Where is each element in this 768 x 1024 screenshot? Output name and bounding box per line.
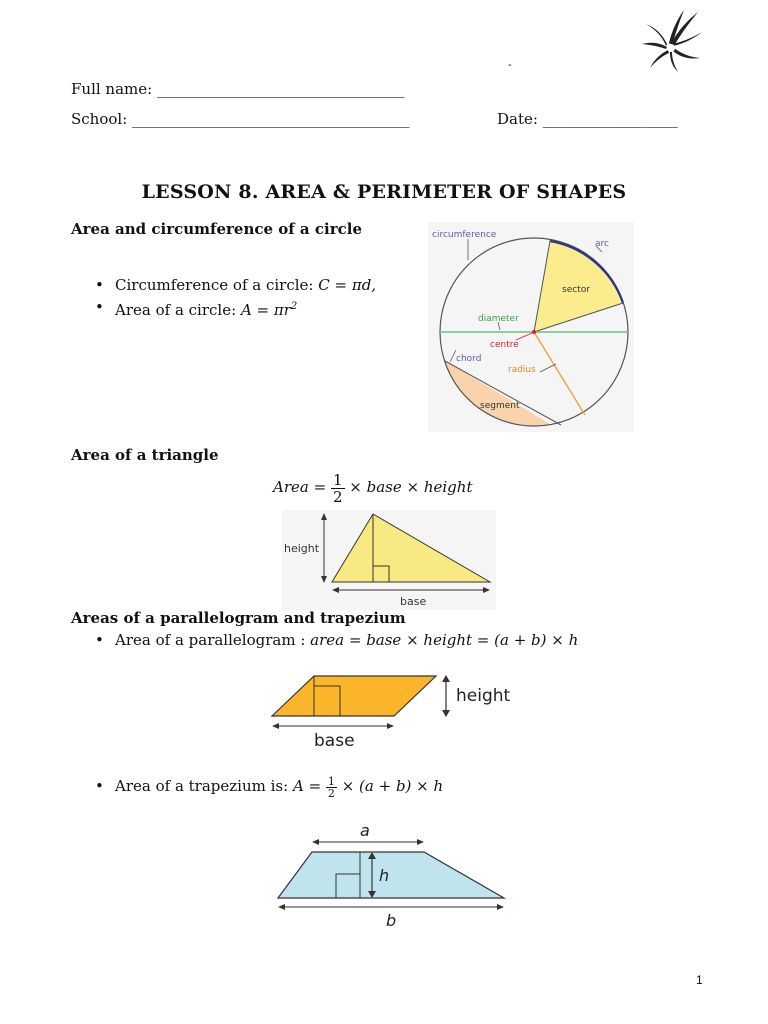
arc-label: arc (595, 239, 609, 249)
circle-heading: Area and circumference of a circle (71, 220, 362, 238)
trapezium-fraction: $\frac{1}{2}$ (327, 774, 335, 800)
sector-label: sector (562, 285, 590, 295)
triangle-fraction: $\frac{1}{2}$ (332, 470, 343, 506)
date-label: Date: (497, 110, 538, 128)
full-name-row (71, 80, 404, 98)
school-blank[interactable]: _____________________________________ (132, 110, 410, 128)
circumference-label: circumference (432, 230, 497, 240)
full-name-label: Full name: (71, 80, 153, 98)
circle-area-formula: $A = \pi r^2$ (240, 301, 298, 319)
triangle-heading: Area of a triangle (71, 446, 219, 464)
centre-dot (532, 330, 536, 334)
date-row (497, 110, 678, 128)
parallelogram-base-label: base (314, 731, 355, 751)
diameter-label: diameter (478, 314, 519, 324)
para-bullets (93, 629, 578, 651)
triangle-diagram (282, 510, 496, 610)
circumference-formula: C = πd, (318, 276, 377, 294)
circle-bullets (93, 274, 376, 321)
trapezium-bullets (93, 773, 443, 799)
segment-label: segment (480, 401, 520, 411)
para-heading: Areas of a parallelogram and trapezium (71, 609, 406, 627)
school-row (71, 110, 410, 128)
logo-icon (638, 8, 704, 74)
header-dash: - (508, 58, 512, 71)
parallelogram-height-label: height (456, 686, 511, 706)
page-title: LESSON 8. AREA & PERIMETER OF SHAPES (141, 181, 627, 203)
full-name-blank[interactable]: _________________________________ (156, 80, 405, 98)
triangle-base-label: base (400, 595, 427, 608)
triangle-formula: Area = $\frac{1}{2}$ × base × height (273, 470, 473, 506)
trapezium-h-label: h (379, 866, 390, 885)
date-blank[interactable]: __________________ (542, 110, 678, 128)
triangle-height-label: height (284, 542, 320, 555)
circumference-bullet: • Circumference of a circle: C = πd, (93, 274, 376, 296)
circle-area-bullet: • Area of a circle: $A = \pi r^2$ (93, 296, 376, 321)
trapezium-diagram (272, 818, 512, 930)
school-label: School: (71, 110, 128, 128)
parallelogram-formula: area = base × height = (a + b) × h (310, 631, 579, 649)
chord-label: chord (456, 354, 482, 364)
trapezium-bullet: • Area of a trapezium is: A = $\frac{1}{2}$ × (a + b) × h (93, 773, 443, 799)
trapezium-a-label: a (360, 821, 370, 840)
page-number: 1 (696, 973, 703, 987)
parallelogram-shape (272, 676, 436, 716)
radius-label: radius (508, 365, 536, 375)
trapezium-b-label: b (386, 911, 397, 930)
trapezium-shape (278, 852, 504, 898)
circle-diagram (428, 222, 634, 432)
centre-label: centre (490, 340, 519, 350)
trapezium-formula: A = $\frac{1}{2}$ × (a + b) × h (292, 774, 444, 800)
parallelogram-diagram (266, 668, 514, 754)
parallelogram-bullet: • Area of a parallelogram : area = base × height = (a + b) × h (93, 629, 578, 651)
